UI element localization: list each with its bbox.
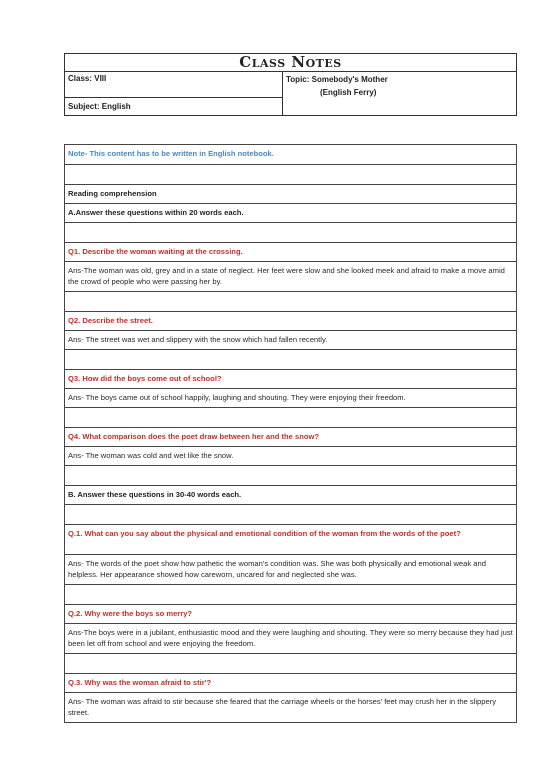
blank-row xyxy=(65,291,516,311)
answer-row: Ans- The boys came out of school happily, laughing and shouting. They were enjoying their freedom. xyxy=(65,388,516,407)
note-row: Note- This content has to be written in English notebook. xyxy=(68,149,274,158)
blank-row xyxy=(65,222,516,242)
answer-row: Ans- The woman was cold and wet like the snow. xyxy=(65,446,516,465)
answer-row: Ans-The woman was old, grey and in a state of neglect. Her feet were slow and she looked meek and afraid to make a move amid the crowd of people who were passing her by. xyxy=(65,261,516,291)
section-b-heading: B. Answer these questions in 30-40 words each. xyxy=(65,485,516,504)
page-title: Class Notes xyxy=(65,54,516,72)
question-row: Q2. Describe the street. xyxy=(65,311,516,330)
question-row: Q.2. Why were the boys so merry? xyxy=(65,604,516,623)
answer-row: Ans-The boys were in a jubilant, enthusiastic mood and they were laughing and shouting. They were so merry because they had just been let off from school and were enjoying the freedom. xyxy=(65,623,516,653)
blank-row xyxy=(65,407,516,427)
section-a-heading: A.Answer these questions within 20 words each. xyxy=(65,203,516,222)
blank-row xyxy=(65,653,516,673)
question-row: Q1. Describe the woman waiting at the crossing. xyxy=(65,242,516,261)
blank-row xyxy=(65,584,516,604)
class-label: Class: VIII xyxy=(65,72,282,98)
answer-row: Ans- The woman was afraid to stir because she feared that the carriage wheels or the horses' feet may crush her in the slippery street. xyxy=(65,692,516,722)
topic-line-2: (English Ferry) xyxy=(320,88,377,97)
blank-row xyxy=(65,164,516,184)
header-table xyxy=(64,53,517,116)
topic-label xyxy=(283,72,516,99)
question-row: Q.3. Why was the woman afraid to stir'? xyxy=(65,673,516,692)
content-table xyxy=(64,144,517,723)
blank-row xyxy=(65,504,516,524)
blank-row xyxy=(65,349,516,369)
question-row: Q.1. What can you say about the physical and emotional condition of the woman from the words of the poet? xyxy=(65,524,516,554)
topic-line-1: Topic: Somebody's Mother xyxy=(286,75,388,84)
blank-row xyxy=(65,465,516,485)
question-row: Q3. How did the boys come out of school? xyxy=(65,369,516,388)
answer-row: Ans- The street was wet and slippery with the snow which had fallen recently. xyxy=(65,330,516,349)
subject-label: Subject: English xyxy=(68,102,131,111)
answer-row: Ans- The words of the poet show how pathetic the woman's condition was. She was both physically and emotional weak and helpless. Her appearance showed how careworn, uncared for and neglected she was. xyxy=(65,554,516,584)
section-reading: Reading comprehension xyxy=(65,184,516,203)
question-row: Q4. What comparison does the poet draw between her and the snow? xyxy=(65,427,516,446)
